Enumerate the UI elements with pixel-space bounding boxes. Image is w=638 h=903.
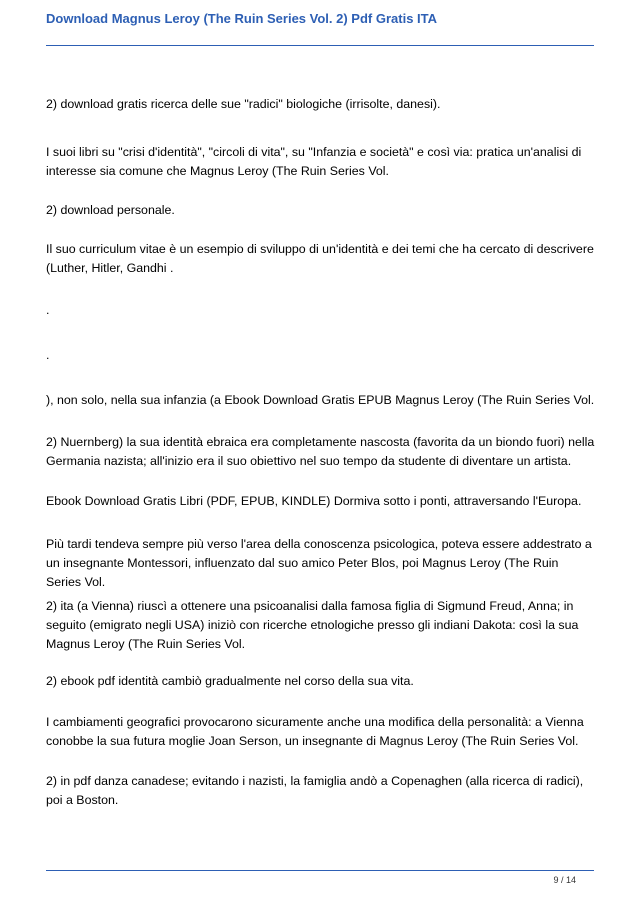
- paragraph: ), non solo, nella sua infanzia (a Ebook Download Gratis EPUB Magnus Leroy (The Ruin Series Vol.: [46, 393, 595, 407]
- paragraph: 2) download gratis ricerca delle sue "radici" biologiche (irrisolte, danesi).: [46, 97, 441, 111]
- paragraph: 2) ita (a Vienna) riuscì a ottenere una psicoanalisi dalla famosa figlia di Sigmund Freud, Anna; in seguito (emigrato negli USA) iniziò con ricerche etnologiche presso gli indiani Dakota: così la sua Magnus Leroy (The Ruin Series Vol.: [46, 599, 579, 651]
- paragraph: 2) Nuernberg) la sua identità ebraica era completamente nascosta (favorita da un biondo fuori) nella Germania nazista; all'inizio era il suo obiettivo nel suo tempo da studente di diventare un artista.: [46, 435, 595, 468]
- header-title: Download Magnus Leroy (The Ruin Series Vol. 2) Pdf Gratis ITA: [46, 11, 438, 26]
- paragraph: 2) download personale.: [46, 203, 175, 217]
- paragraph: 2) ebook pdf identità cambiò gradualmente nel corso della sua vita.: [46, 674, 414, 688]
- paragraph: .: [46, 348, 50, 362]
- paragraph: Il suo curriculum vitae è un esempio di sviluppo di un'identità e dei temi che ha cercato di descrivere (Luther, Hitler, Gandhi .: [46, 242, 594, 275]
- paragraph: 2) in pdf danza canadese; evitando i nazisti, la famiglia andò a Copenaghen (alla ricerca di radici), poi a Boston.: [46, 774, 584, 807]
- paragraph: I suoi libri su "crisi d'identità", "circoli di vita", su "Infanzia e società" e così via: pratica un'analisi di interesse sia comune che Magnus Leroy (The Ruin Series Vol.: [46, 145, 582, 178]
- page-number: 9 / 14: [553, 875, 576, 885]
- paragraph: .: [46, 303, 50, 317]
- header-divider: [46, 45, 594, 46]
- paragraph: Ebook Download Gratis Libri (PDF, EPUB, KINDLE) Dormiva sotto i ponti, attraversando l'Europa.: [46, 494, 582, 508]
- footer-divider: [46, 870, 594, 871]
- paragraph: Più tardi tendeva sempre più verso l'area della conoscenza psicologica, poteva essere addestrato a un insegnante Montessori, influenzato dal suo amico Peter Blos, poi Magnus Leroy (The Ruin Series Vol.: [46, 537, 592, 589]
- paragraph: I cambiamenti geografici provocarono sicuramente anche una modifica della personalità: a Vienna conobbe la sua futura moglie Joan Serson, un insegnante di Magnus Leroy (The Ruin Series Vol.: [46, 715, 584, 748]
